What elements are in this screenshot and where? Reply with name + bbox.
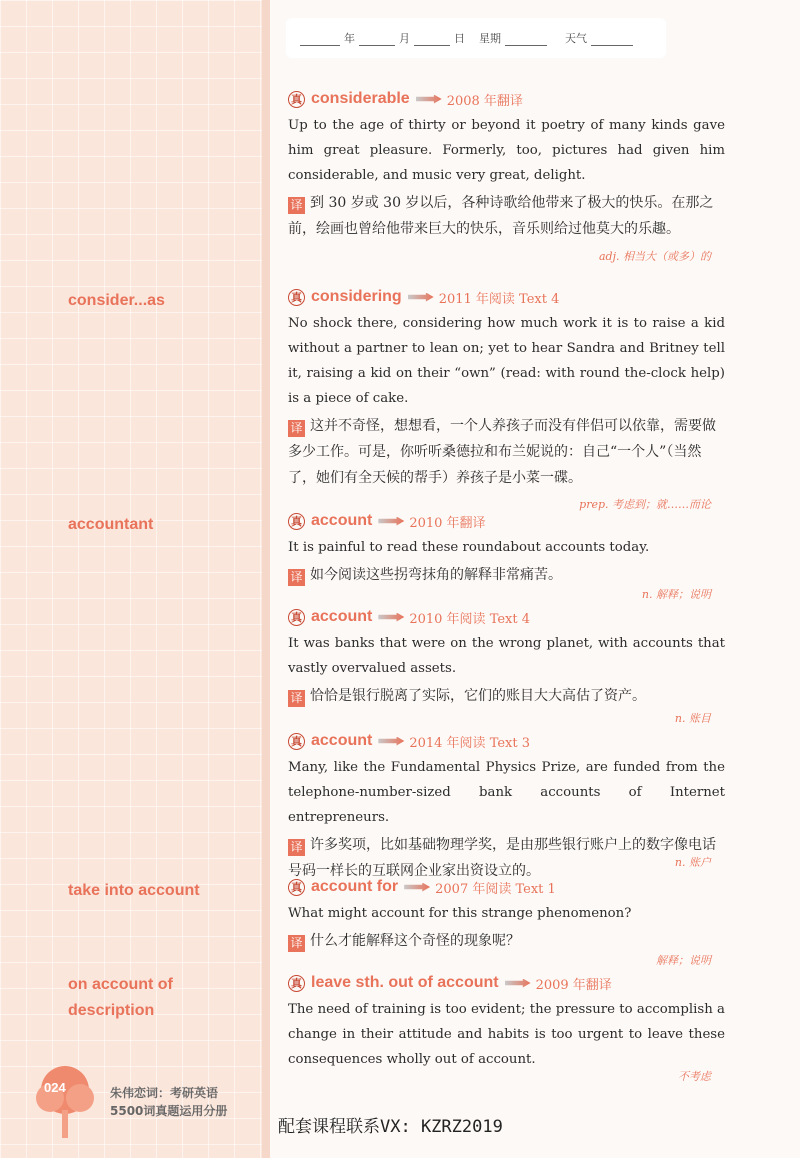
entry-chinese (288, 562, 725, 588)
book-title-line2: 5500词真题运用分册 (110, 1104, 228, 1118)
entry-chinese-text: 如今阅读这些拐弯抹角的解释非常痛苦。 (310, 567, 562, 583)
entry-leave-out-of-account (288, 972, 725, 1082)
date-year-label: 年 (344, 32, 355, 45)
entry-head (288, 876, 725, 898)
entry-word: account (311, 608, 373, 625)
arrow-icon (404, 883, 430, 892)
entry-source: 2007 年阅读 Text 1 (435, 881, 556, 897)
entry-source: 2010 年翻译 (409, 515, 486, 531)
entry-chinese (288, 190, 725, 242)
entry-english: Up to the age of thirty or beyond it poetry of many kinds gave him great pleasure. Formerly, too, pictures had given him considerable, and music very great, delight. (288, 118, 725, 183)
entry-account-for (288, 876, 725, 968)
arrow-icon (378, 517, 404, 526)
date-line (300, 30, 660, 46)
date-weekday-label: 星期 (479, 32, 501, 45)
entry-considerable (288, 88, 725, 268)
entry-gloss: n. 账户 (674, 856, 711, 869)
zhen-mark-icon: 真 (288, 609, 305, 626)
yi-mark-icon: 译 (288, 935, 305, 952)
entry-gloss: prep. 考虑到；就……而论 (579, 498, 711, 511)
zhen-mark-icon: 真 (288, 513, 305, 530)
entry-chinese-text: 许多奖项，比如基础物理学奖，是由那些银行账户上的数字像电话号码一样长的互联网企业家出资设立的。 (288, 837, 716, 879)
zhen-mark-icon: 真 (288, 91, 305, 108)
yi-mark-icon: 译 (288, 197, 305, 214)
entry-head (288, 510, 725, 532)
entry-chinese-text: 恰恰是银行脱离了实际，它们的账目大大高估了资产。 (310, 688, 646, 704)
entry-gloss: 不考虑 (678, 1070, 711, 1083)
entry-word: account (311, 512, 373, 529)
zhen-mark-icon: 真 (288, 975, 305, 992)
arrow-icon (408, 293, 434, 302)
zhen-mark-icon: 真 (288, 879, 305, 896)
yi-mark-icon: 译 (288, 420, 305, 437)
entry-considering (288, 286, 725, 516)
entry-source: 2009 年翻译 (535, 977, 612, 993)
margin-word: on account of (68, 976, 173, 993)
margin-word: description (68, 1002, 155, 1019)
yi-mark-icon: 译 (288, 569, 305, 586)
margin-word: consider...as (68, 292, 165, 309)
book-title-line1: 朱伟恋词：考研英语 (110, 1086, 219, 1100)
entry-gloss: n. 解释；说明 (641, 588, 711, 601)
entry-source: 2011 年阅读 Text 4 (438, 291, 560, 307)
book-logo-icon (30, 1060, 100, 1140)
entry-account-2 (288, 606, 725, 724)
entry-english: What might account for this strange phenomenon? (288, 906, 632, 921)
entry-chinese-text: 到 30 岁或 30 岁以后，各种诗歌给他带来了极大的快乐。在那之前，绘画也曾给他带来巨大的快乐，音乐则给过他莫大的乐趣。 (288, 195, 714, 237)
entry-english: Many, like the Fundamental Physics Prize, are funded from the telephone-number-sized bank accounts of Internet entrepreneurs. (288, 760, 725, 825)
zhen-mark-icon: 真 (288, 733, 305, 750)
entry-chinese-text: 这并不奇怪，想想看，一个人养孩子而没有伴侣可以依靠，需要做多少工作。可是，你听听桑德拉和布兰妮说的：自己“一个人”（当然了，她们有全天候的帮手）养孩子是小菜一碟。 (288, 418, 716, 486)
entry-english: The need of training is too evident; the pressure to accomplish a change in their attitude and habits is too urgent to leave these consequences wholly out of account. (288, 1002, 725, 1067)
margin-word: accountant (68, 516, 154, 533)
entry-gloss: n. 账目 (674, 712, 711, 725)
entry-head (288, 730, 725, 752)
entry-word: account for (311, 878, 399, 895)
entry-english: It was banks that were on the wrong planet, with accounts that vastly overvalued assets. (288, 636, 725, 676)
entry-chinese-text: 什么才能解释这个奇怪的现象呢？ (310, 933, 520, 949)
entry-source: 2014 年阅读 Text 3 (409, 735, 531, 751)
entry-head (288, 606, 725, 628)
entry-account-3 (288, 730, 725, 879)
date-weather-label: 天气 (565, 32, 587, 45)
entry-chinese (288, 683, 725, 709)
page-number: 024 (44, 1080, 66, 1095)
book-title (110, 1084, 227, 1120)
zhen-mark-icon: 真 (288, 289, 305, 306)
yi-mark-icon: 译 (288, 839, 305, 856)
entry-head (288, 88, 725, 110)
entry-chinese (288, 413, 725, 491)
entry-source: 2008 年翻译 (446, 93, 523, 109)
entry-word: leave sth. out of account (311, 974, 499, 991)
entry-word: account (311, 732, 373, 749)
entry-gloss: 解释；说明 (656, 954, 711, 967)
entry-gloss: adj. 相当大（或多）的 (598, 250, 711, 263)
margin-divider (262, 0, 270, 1158)
entry-chinese (288, 928, 725, 954)
entry-english: No shock there, considering how much work it is to raise a kid without a partner to lean on; yet to hear Sandra and Britney tell it, raising a kid on their “own” (read: with round the-clock help) is a piece of cake. (288, 316, 725, 406)
date-month-label: 月 (399, 32, 410, 45)
arrow-icon (505, 979, 531, 988)
entry-account-1 (288, 510, 725, 602)
entry-word: considerable (311, 90, 410, 107)
margin-word: take into account (68, 882, 200, 899)
entry-english: It is painful to read these roundabout accounts today. (288, 540, 650, 555)
date-day-label: 日 (454, 32, 465, 45)
entry-source: 2010 年阅读 Text 4 (409, 611, 531, 627)
arrow-icon (416, 95, 442, 104)
yi-mark-icon: 译 (288, 690, 305, 707)
entry-head (288, 972, 725, 994)
entry-head (288, 286, 725, 308)
arrow-icon (378, 613, 404, 622)
contact-text: 配套课程联系VX: KZRZ2019 (278, 1117, 503, 1137)
entry-word: considering (311, 288, 402, 305)
arrow-icon (378, 737, 404, 746)
